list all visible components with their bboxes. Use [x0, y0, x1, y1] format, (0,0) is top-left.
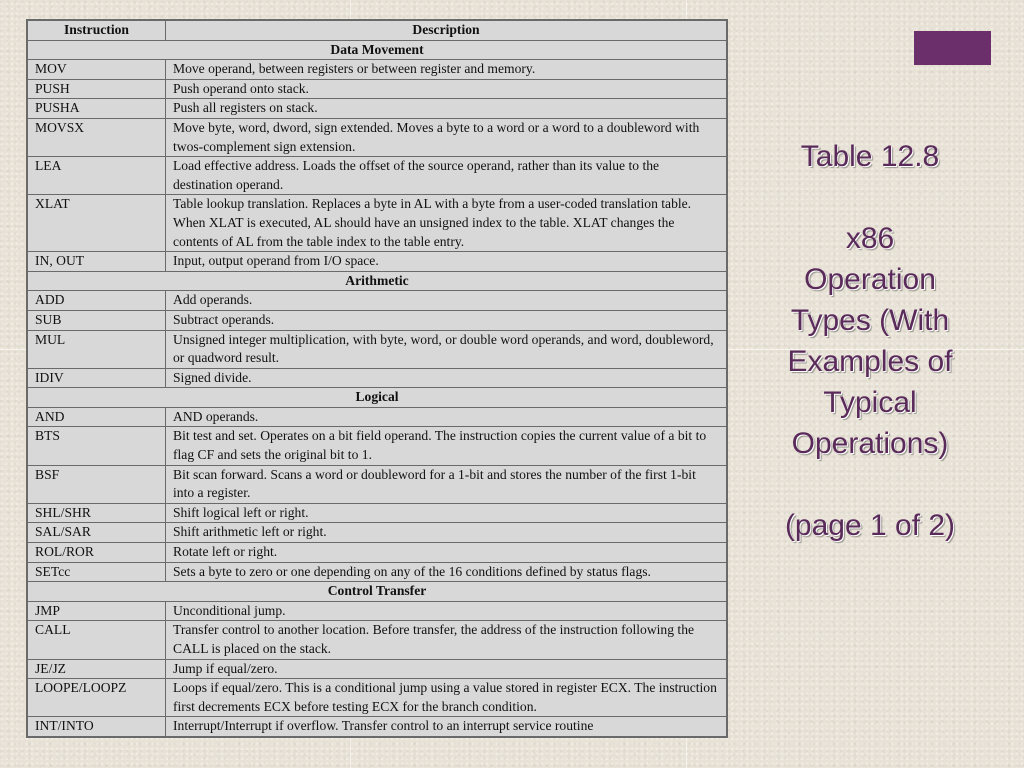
instruction-cell: ROL/ROR: [28, 543, 166, 563]
instruction-cell: LOOPE/LOOPZ: [28, 679, 166, 717]
table-row: [28, 99, 727, 119]
table-header-row: [28, 21, 727, 41]
table-body: [28, 40, 727, 736]
instruction-cell: MOVSX: [28, 118, 166, 156]
section-title: Data Movement: [28, 40, 727, 60]
title-line: Examples of: [787, 345, 953, 378]
section-title: Arithmetic: [28, 271, 727, 291]
instruction-cell: SETcc: [28, 562, 166, 582]
instruction-cell: IN, OUT: [28, 252, 166, 272]
instruction-cell: PUSH: [28, 79, 166, 99]
description-cell: Shift logical left or right.: [166, 503, 727, 523]
table-row: [28, 368, 727, 388]
description-cell: Interrupt/Interrupt if overflow. Transfer control to an interrupt service routine: [166, 717, 727, 737]
table-row: [28, 523, 727, 543]
table-row: [28, 465, 727, 503]
description-cell: Jump if equal/zero.: [166, 659, 727, 679]
instruction-cell: ADD: [28, 291, 166, 311]
section-row: [28, 271, 727, 291]
table-row: [28, 195, 727, 252]
instruction-cell: AND: [28, 407, 166, 427]
title-page-indicator: (page 1 of 2): [784, 509, 956, 542]
description-cell: Move operand, between registers or between register and memory.: [166, 60, 727, 80]
table-row: [28, 79, 727, 99]
instruction-cell: SHL/SHR: [28, 503, 166, 523]
title-line: Types (With: [790, 304, 950, 337]
table-row: [28, 659, 727, 679]
section-title: Control Transfer: [28, 582, 727, 602]
instruction-cell: LEA: [28, 157, 166, 195]
description-cell: Transfer control to another location. Before transfer, the address of the instruction following the CALL is placed on the stack.: [166, 621, 727, 659]
table-row: [28, 157, 727, 195]
instruction-cell: BTS: [28, 427, 166, 465]
table-row: [28, 330, 727, 368]
instruction-cell: XLAT: [28, 195, 166, 252]
title-line: x86: [845, 222, 895, 255]
instruction-cell: INT/INTO: [28, 717, 166, 737]
table-row: [28, 562, 727, 582]
operation-types-table: [26, 19, 728, 738]
instruction-cell: MOV: [28, 60, 166, 80]
table-row: [28, 621, 727, 659]
description-cell: Loops if equal/zero. This is a conditional jump using a value stored in register ECX. The instruction first decrements ECX before testing ECX for the branch condition.: [166, 679, 727, 717]
title-table-number: Table 12.8: [800, 140, 940, 173]
description-cell: Load effective address. Loads the offset of the source operand, rather than its value to the destination operand.: [166, 157, 727, 195]
description-cell: Sets a byte to zero or one depending on any of the 16 conditions defined by status flags.: [166, 562, 727, 582]
description-cell: Shift arithmetic left or right.: [166, 523, 727, 543]
header-description: Description: [166, 21, 727, 41]
title-spacer: [750, 177, 990, 218]
section-row: [28, 40, 727, 60]
description-cell: Unsigned integer multiplication, with byte, word, or double word operands, and word, doubleword, or quadword result.: [166, 330, 727, 368]
section-row: [28, 388, 727, 408]
header-instruction: Instruction: [28, 21, 166, 41]
description-cell: Signed divide.: [166, 368, 727, 388]
instruction-cell: JMP: [28, 601, 166, 621]
accent-block: [914, 31, 991, 65]
title-line: Operation: [804, 263, 936, 296]
description-cell: Bit test and set. Operates on a bit field operand. The instruction copies the current value of a bit to flag CF and sets the original bit to 1.: [166, 427, 727, 465]
description-cell: Bit scan forward. Scans a word or doubleword for a 1-bit and stores the number of the first 1-bit into a register.: [166, 465, 727, 503]
instruction-cell: CALL: [28, 621, 166, 659]
instruction-cell: JE/JZ: [28, 659, 166, 679]
table-row: [28, 601, 727, 621]
instruction-cell: SAL/SAR: [28, 523, 166, 543]
description-cell: Push all registers on stack.: [166, 99, 727, 119]
instruction-cell: PUSHA: [28, 99, 166, 119]
title-line: Typical: [823, 386, 917, 419]
instruction-cell: SUB: [28, 310, 166, 330]
description-cell: Unconditional jump.: [166, 601, 727, 621]
slide-title: [750, 136, 990, 546]
description-cell: Rotate left or right.: [166, 543, 727, 563]
title-spacer: [750, 464, 990, 505]
table-row: [28, 503, 727, 523]
description-cell: Table lookup translation. Replaces a byte in AL with a byte from a user-coded translation table. When XLAT is executed, AL should have an unsigned index to the table. XLAT changes the contents of AL from the table index to the table entry.: [166, 195, 727, 252]
table-row: [28, 407, 727, 427]
table-row: [28, 118, 727, 156]
title-line: Operations): [791, 427, 949, 460]
table-row: [28, 310, 727, 330]
table-row: [28, 427, 727, 465]
instruction-cell: IDIV: [28, 368, 166, 388]
table-row: [28, 291, 727, 311]
table-row: [28, 60, 727, 80]
description-cell: Input, output operand from I/O space.: [166, 252, 727, 272]
instruction-cell: MUL: [28, 330, 166, 368]
instruction-cell: BSF: [28, 465, 166, 503]
section-title: Logical: [28, 388, 727, 408]
table-row: [28, 543, 727, 563]
table-row: [28, 679, 727, 717]
description-cell: Push operand onto stack.: [166, 79, 727, 99]
description-cell: Move byte, word, dword, sign extended. Moves a byte to a word or a word to a doubleword with twos-complement sign extension.: [166, 118, 727, 156]
description-cell: Subtract operands.: [166, 310, 727, 330]
description-cell: AND operands.: [166, 407, 727, 427]
table-row: [28, 717, 727, 737]
table-row: [28, 252, 727, 272]
description-cell: Add operands.: [166, 291, 727, 311]
section-row: [28, 582, 727, 602]
